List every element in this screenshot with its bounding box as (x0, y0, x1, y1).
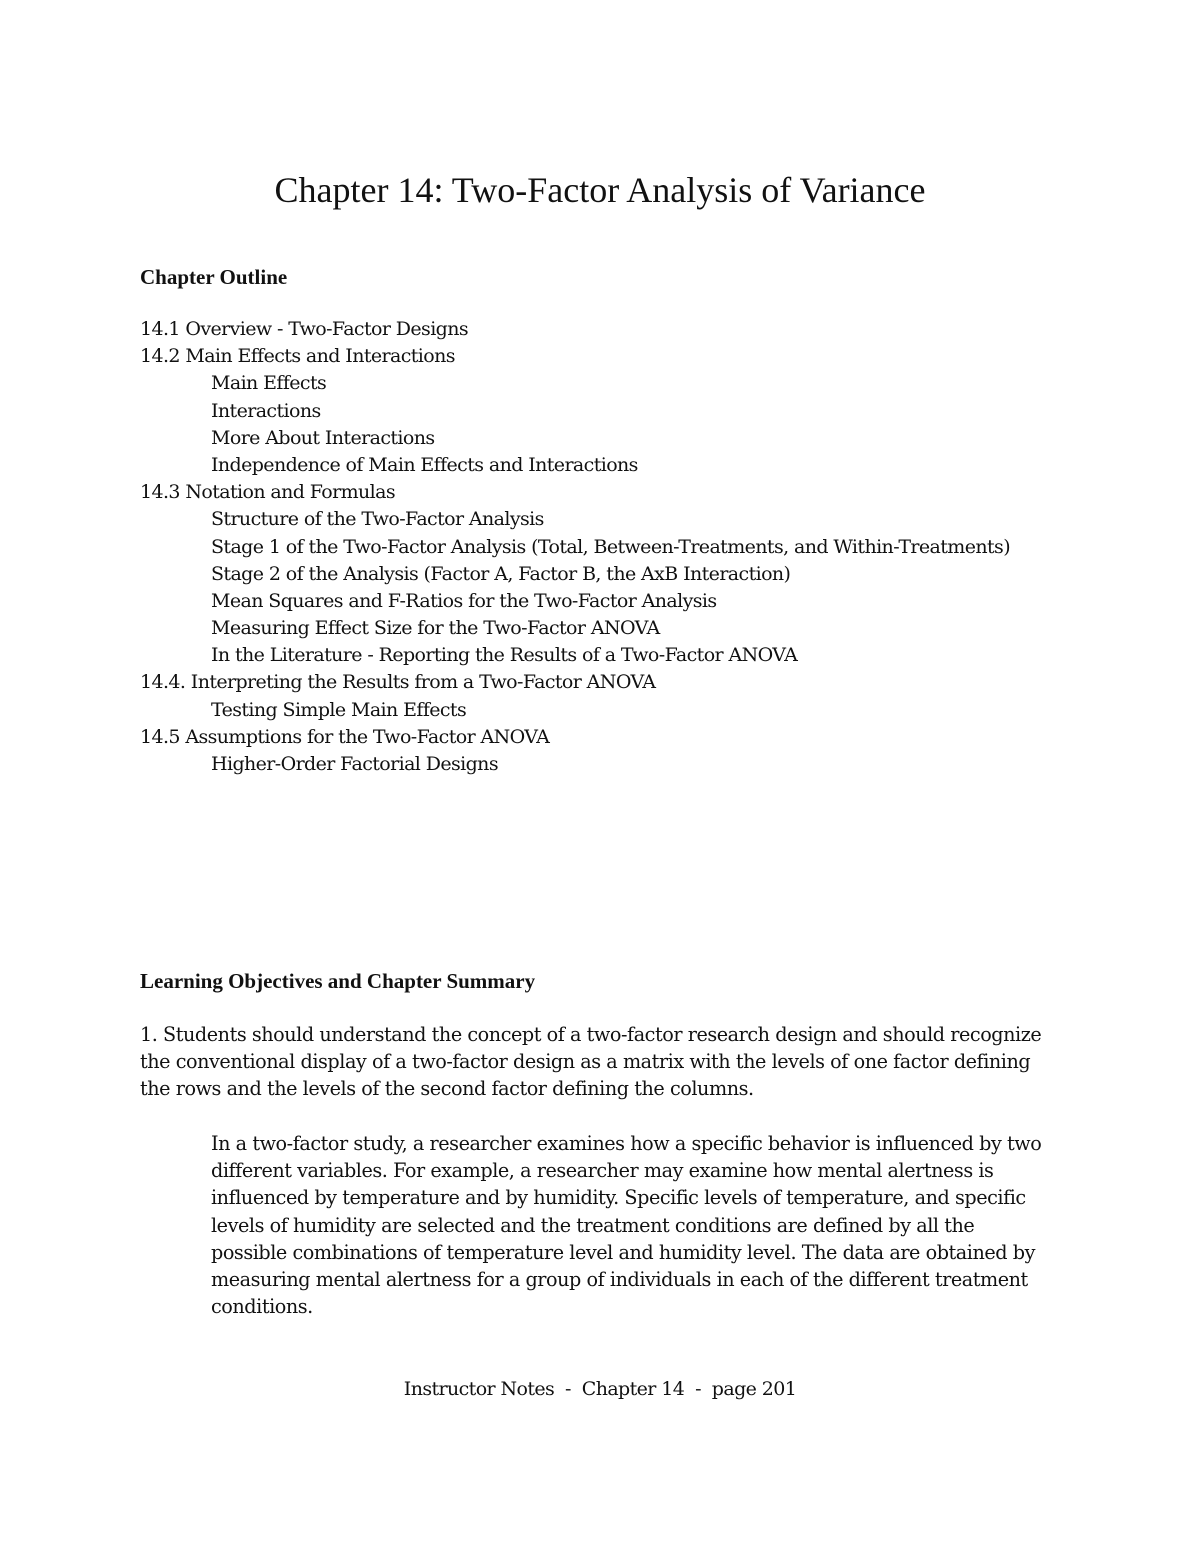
objective-1-detail-line: levels of humidity are selected and the treatment conditions are defined by all the (211, 1213, 975, 1237)
outline-subitem: In the Literature - Reporting the Results of a Two-Factor ANOVA (211, 644, 798, 667)
outline-subitem: Stage 2 of the Analysis (Factor A, Factor B, the AxB Interaction) (211, 562, 791, 585)
objective-1-detail-line: possible combinations of temperature level and humidity level. The data are obtained by (211, 1240, 1035, 1264)
objective-1-detail-line: different variables. For example, a researcher may examine how mental alertness is (211, 1159, 994, 1183)
outline-subitem: Independence of Main Effects and Interactions (211, 453, 638, 476)
objective-1-line: the rows and the levels of the second factor defining the columns. (140, 1077, 754, 1101)
outline-subitem: Mean Squares and F-Ratios for the Two-Factor Analysis (211, 589, 717, 612)
objective-1-detail-line: measuring mental alertness for a group of individuals in each of the different treatment (211, 1268, 1028, 1292)
outline-subitem: Structure of the Two-Factor Analysis (211, 508, 544, 531)
objective-1-detail-line: influenced by temperature and by humidity. Specific levels of temperature, and specific (211, 1186, 1026, 1210)
outline-section: 14.4. Interpreting the Results from a Two-Factor ANOVA (140, 671, 656, 694)
chapter-outline-heading: Chapter Outline (140, 265, 288, 289)
outline-subitem: Main Effects (211, 372, 327, 395)
objective-1-detail-line: conditions. (211, 1295, 313, 1319)
outline-subitem: Higher-Order Factorial Designs (211, 753, 498, 775)
objective-1-detail-paragraph (211, 1130, 1041, 1320)
outline-section: 14.3 Notation and Formulas (140, 481, 396, 504)
outline-subitem: Testing Simple Main Effects (211, 698, 467, 721)
outline-section: 14.1 Overview - Two-Factor Designs (140, 318, 469, 340)
outline-subitem: More About Interactions (211, 426, 435, 449)
objective-1-line: 1. Students should understand the concept of a two-factor research design and should recognize (140, 1023, 1042, 1046)
chapter-outline-list (140, 316, 1010, 778)
page-footer: Instructor Notes - Chapter 14 - page 201 (403, 1378, 797, 1400)
outline-subitem: Measuring Effect Size for the Two-Factor ANOVA (211, 617, 660, 640)
outline-subitem: Stage 1 of the Two-Factor Analysis (Total, Between-Treatments, and Within-Treatments) (211, 535, 1011, 558)
learning-objectives-heading: Learning Objectives and Chapter Summary (140, 969, 536, 993)
outline-section: 14.2 Main Effects and Interactions (140, 345, 455, 368)
objective-1-paragraph (140, 1021, 1041, 1103)
objective-1-line: the conventional display of a two-factor design as a matrix with the levels of one factor defining (140, 1050, 1031, 1074)
outline-section: 14.5 Assumptions for the Two-Factor ANOVA (140, 725, 550, 748)
chapter-title: Chapter 14: Two-Factor Analysis of Variance (274, 170, 926, 210)
outline-subitem: Interactions (211, 399, 321, 422)
objective-1-detail-line: In a two-factor study, a researcher examines how a specific behavior is influenced by two (211, 1132, 1042, 1155)
